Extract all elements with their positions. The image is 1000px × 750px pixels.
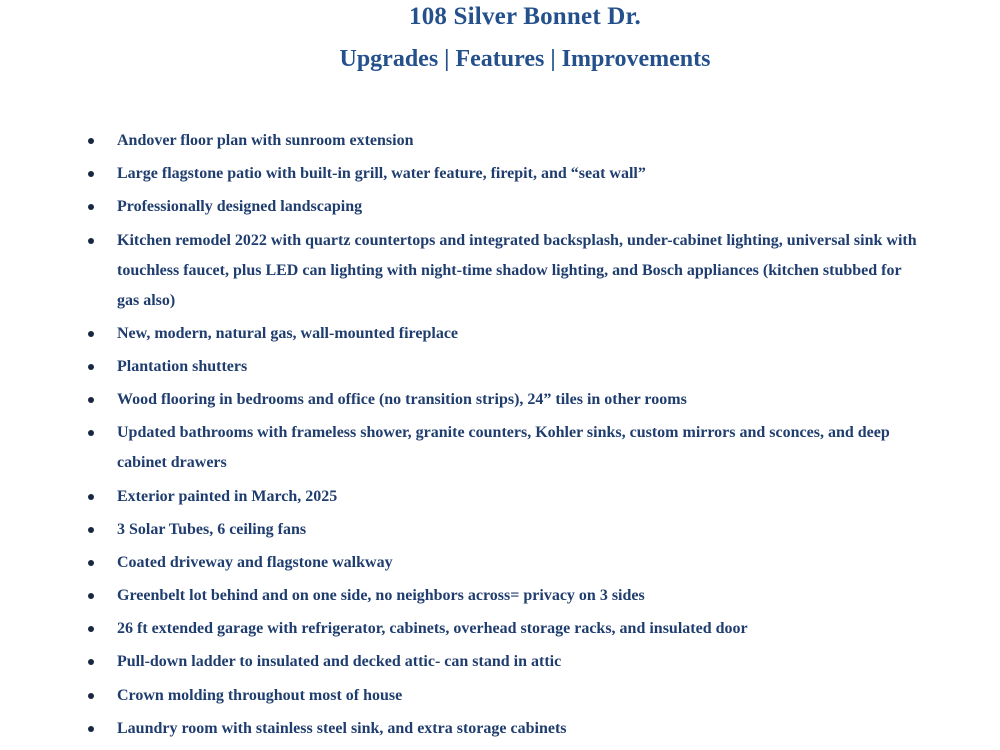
- feature-text: Andover floor plan with sunroom extension: [117, 132, 414, 149]
- bullet-icon: [88, 659, 94, 665]
- list-item: [86, 647, 926, 677]
- list-item: [86, 681, 926, 711]
- feature-text: New, modern, natural gas, wall-mounted fireplace: [117, 324, 459, 342]
- bullet-icon: [88, 527, 94, 533]
- list-item: [86, 614, 926, 644]
- list-item: [86, 192, 926, 222]
- list-item: [86, 482, 926, 512]
- feature-text: 26 ft extended garage with refrigerator, cabinets, overhead storage racks, and insulated door: [117, 620, 748, 638]
- bullet-icon: [88, 626, 94, 632]
- feature-text: Plantation shutters: [117, 357, 248, 375]
- bullet-icon: [88, 593, 94, 599]
- feature-text: Pull-down ladder to insulated and decked attic- can stand in attic: [117, 653, 562, 671]
- bullet-icon: [88, 726, 94, 732]
- feature-text: 3 Solar Tubes, 6 ceiling fans: [117, 520, 307, 538]
- list-item: [86, 385, 926, 415]
- feature-text: Large flagstone patio with built-in grill, water feature, firepit, and “seat wall”: [117, 165, 646, 183]
- list-item: [86, 159, 926, 189]
- feature-text: Greenbelt lot behind and on one side, no neighbors across= privacy on 3 sides: [117, 587, 645, 605]
- list-item: [86, 581, 926, 611]
- feature-text: Crown molding throughout most of house: [117, 686, 403, 704]
- bullet-icon: [88, 397, 94, 403]
- bullet-icon: [88, 204, 94, 210]
- feature-text: Kitchen remodel 2022 with quartz countertops and integrated backsplash, under-cabinet lighting, universal sink with touchless faucet, plus LED can lighting with night-time shadow lighting, and Bosch appliances (kitchen stubbed for gas also): [117, 231, 917, 309]
- feature-text: Laundry room with stainless steel sink, and extra storage cabinets: [117, 719, 567, 737]
- bullet-icon: [88, 364, 94, 370]
- bullet-icon: [88, 331, 94, 337]
- feature-text: Coated driveway and flagstone walkway: [117, 553, 393, 571]
- page-subtitle: Upgrades | Features | Improvements: [339, 46, 711, 72]
- bullet-icon: [88, 430, 94, 436]
- bullet-icon: [88, 238, 94, 244]
- list-item: [86, 352, 926, 382]
- feature-text: Updated bathrooms with frameless shower, granite counters, Kohler sinks, custom mirrors and sconces, and deep cabinet drawers: [117, 424, 890, 472]
- bullet-icon: [88, 693, 94, 699]
- bullet-icon: [88, 138, 94, 144]
- bullet-icon: [88, 171, 94, 177]
- bullet-icon: [88, 494, 94, 500]
- list-item: [86, 548, 926, 578]
- list-item: [86, 126, 926, 156]
- list-item: [86, 515, 926, 545]
- list-item: [86, 714, 926, 744]
- list-item: [86, 418, 926, 478]
- feature-text: Wood flooring in bedrooms and office (no transition strips), 24” tiles in other rooms: [117, 391, 687, 409]
- page-title: 108 Silver Bonnet Dr.: [409, 3, 641, 30]
- list-item: [86, 226, 926, 316]
- feature-text: Professionally designed landscaping: [117, 198, 363, 216]
- list-item: [86, 319, 926, 349]
- features-list: [86, 126, 926, 747]
- feature-text: Exterior painted in March, 2025: [117, 487, 338, 505]
- bullet-icon: [88, 560, 94, 566]
